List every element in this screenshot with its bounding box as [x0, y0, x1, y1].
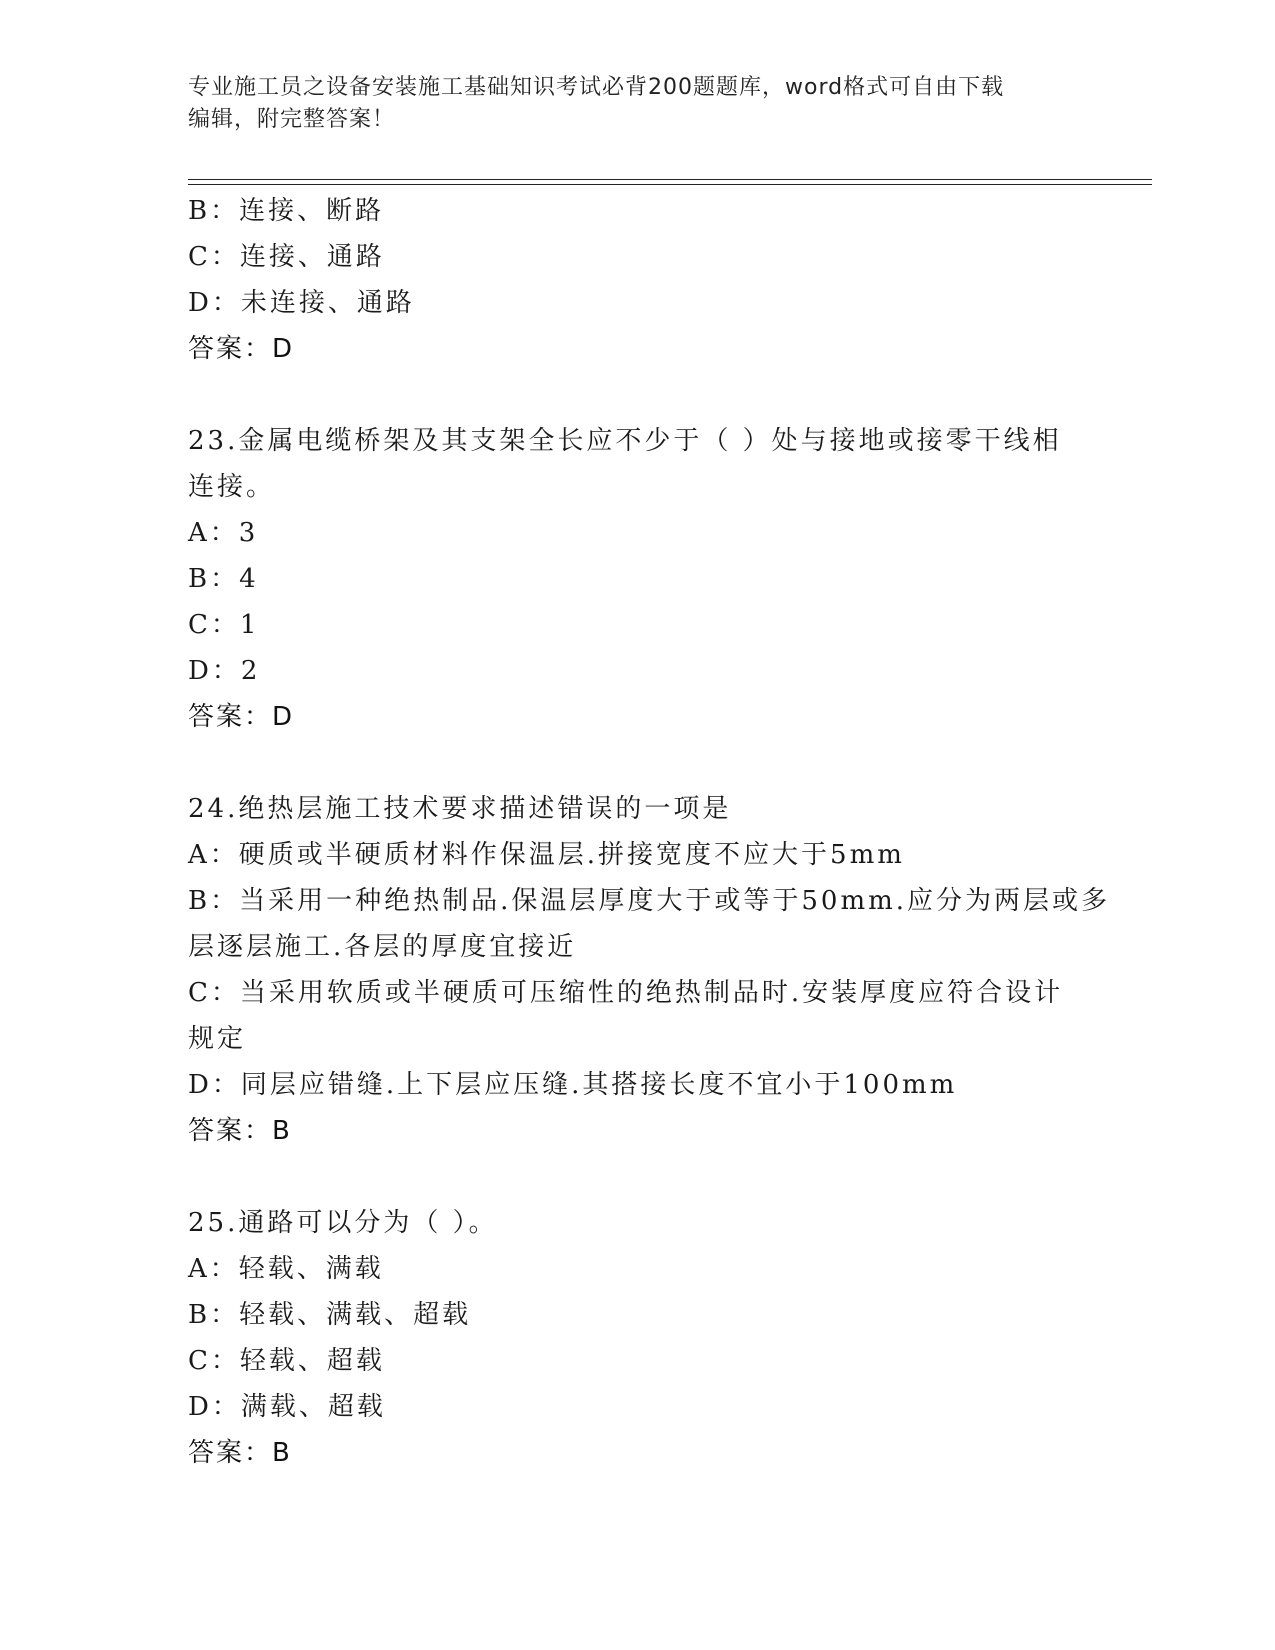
document-header [188, 72, 1068, 136]
question-text: 23.金属电缆桥架及其支架全长应不少于（ ）处与接地或接零干线相 [188, 426, 1062, 456]
question-list [188, 188, 1111, 1476]
header-rule-top [188, 179, 1152, 180]
answer-line: 答案：D [188, 334, 295, 364]
option-line: D：满载、超载 [188, 1392, 386, 1422]
question-text: 24.绝热层施工技术要求描述错误的一项是 [188, 794, 732, 824]
block-spacer [188, 1154, 1088, 1200]
header-line-2: 编辑，附完整答案！ [188, 107, 396, 132]
option-line: D：同层应错缝.上下层应压缝.其搭接长度不宜小于100mm [188, 1070, 958, 1100]
option-line: 规定 [188, 1024, 247, 1054]
question-block [188, 786, 1111, 1154]
option-line: A：轻载、满载 [188, 1254, 384, 1284]
option-line: B：连接、断路 [188, 196, 385, 226]
option-line: D：未连接、通路 [188, 288, 415, 318]
option-line: D：2 [188, 656, 261, 686]
answer-line: 答案：B [188, 1116, 292, 1146]
option-line: B：当采用一种绝热制品.保温层厚度大于或等于50mm.应分为两层或多 [188, 886, 1111, 916]
option-line: 层逐层施工.各层的厚度宜接近 [188, 932, 577, 962]
question-block [188, 188, 1088, 372]
block-spacer [188, 372, 1088, 418]
question-block [188, 1200, 1088, 1476]
option-line: A：3 [188, 518, 259, 548]
option-line: C：1 [188, 610, 260, 640]
option-line: B：4 [188, 564, 259, 594]
option-line: C：轻载、超载 [188, 1346, 385, 1376]
question-text: 25.通路可以分为（ ）。 [188, 1208, 498, 1238]
answer-line: 答案：B [188, 1438, 292, 1468]
question-text: 连接。 [188, 472, 276, 502]
answer-line: 答案：D [188, 702, 295, 732]
header-line-1: 专业施工员之设备安装施工基础知识考试必背200题题库，word格式可自由下载 [188, 75, 1005, 100]
block-spacer [188, 740, 1088, 786]
question-block [188, 418, 1088, 740]
option-line: B：轻载、满载、超载 [188, 1300, 472, 1330]
option-line: C：连接、通路 [188, 242, 385, 272]
header-rule-bottom [188, 184, 1152, 185]
option-line: A：硬质或半硬质材料作保温层.拼接宽度不应大于5mm [188, 840, 905, 870]
option-line: C：当采用软质或半硬质可压缩性的绝热制品时.安装厚度应符合设计 [188, 978, 1064, 1008]
